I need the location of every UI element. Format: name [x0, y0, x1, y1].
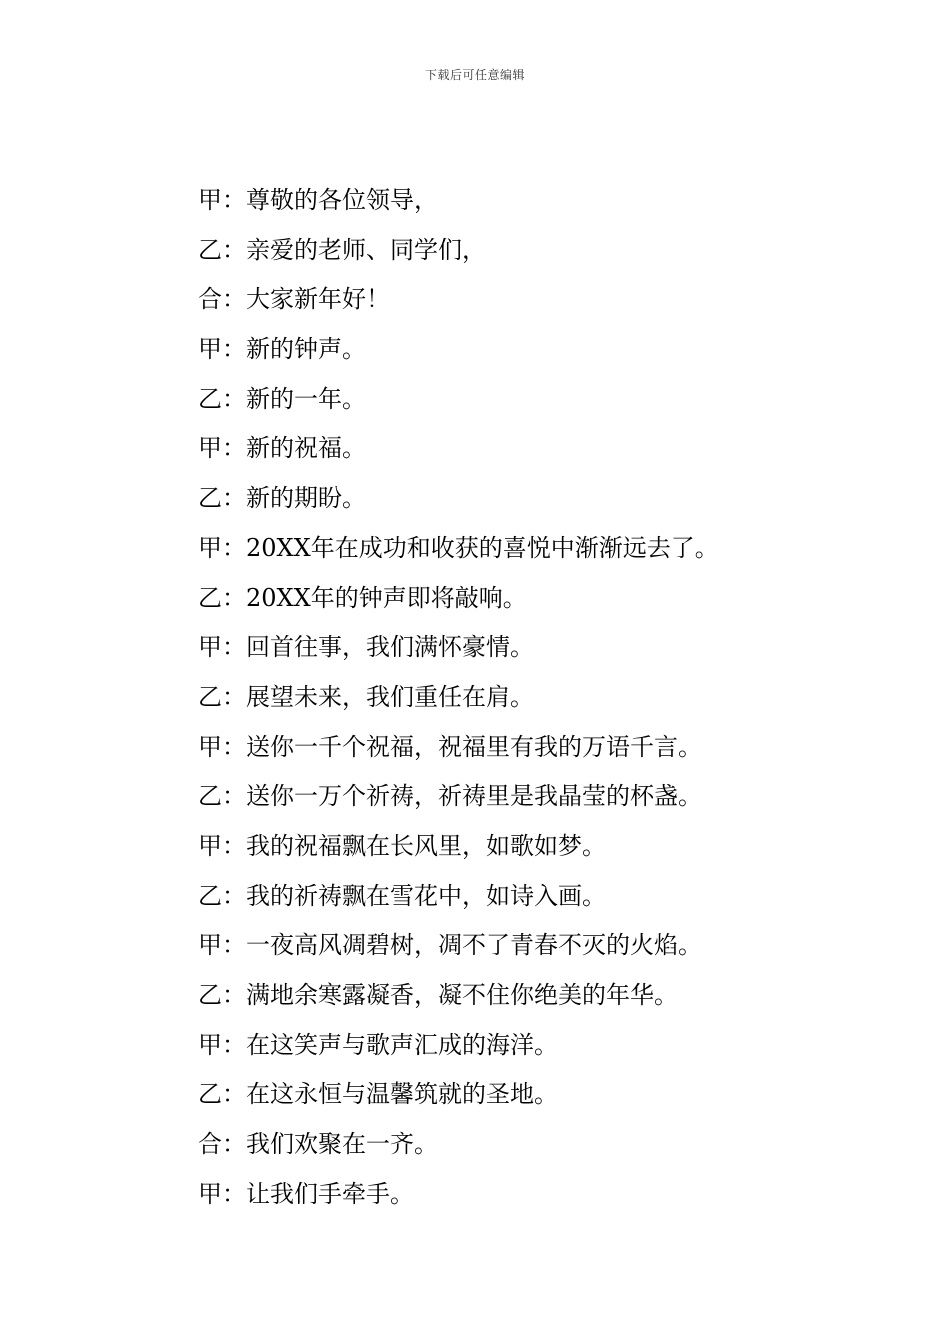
dialogue-line: 甲：在这笑声与歌声汇成的海洋。 — [198, 1030, 558, 1059]
header-note: 下载后可任意编辑 — [424, 68, 525, 82]
dialogue-list — [198, 178, 918, 1221]
dialogue-line: 乙：新的一年。 — [198, 384, 366, 413]
dialogue-line: 甲：我的祝福飘在长风里，如歌如梦。 — [198, 831, 606, 860]
dialogue-line: 甲：新的钟声。 — [198, 335, 366, 364]
dialogue-line: 乙：在这永恒与温馨筑就的圣地。 — [198, 1080, 558, 1109]
dialogue-line: 甲：新的祝福。 — [198, 434, 366, 463]
dialogue-line: 乙：亲爱的老师、同学们， — [198, 235, 486, 264]
dialogue-line: 甲：尊敬的各位领导， — [198, 186, 438, 214]
dialogue-line: 乙：送你一万个祈祷，祈祷里是我晶莹的杯盏。 — [198, 782, 702, 811]
dialogue-line: 乙：满地余寒露凝香，凝不住你绝美的年华。 — [198, 981, 678, 1009]
dialogue-line: 乙：新的期盼。 — [198, 484, 366, 513]
dialogue-line: 乙：我的祈祷飘在雪花中，如诗入画。 — [198, 881, 606, 910]
dialogue-line: 乙：20XX年的钟声即将敲响。 — [198, 583, 527, 612]
dialogue-line: 甲：一夜高风凋碧树，凋不了青春不灭的火焰。 — [198, 931, 702, 960]
dialogue-line: 合：大家新年好！ — [198, 285, 390, 314]
dialogue-line: 甲：送你一千个祝福，祝福里有我的万语千言。 — [198, 732, 702, 761]
dialogue-line: 甲：回首往事，我们满怀豪情。 — [198, 633, 534, 662]
dialogue-line: 甲：20XX年在成功和收获的喜悦中渐渐远去了。 — [198, 533, 719, 562]
dialogue-line: 乙：展望未来，我们重任在肩。 — [198, 682, 534, 711]
dialogue-line: 甲：让我们手牵手。 — [198, 1179, 414, 1208]
dialogue-line: 合：我们欢聚在一齐。 — [198, 1130, 438, 1159]
